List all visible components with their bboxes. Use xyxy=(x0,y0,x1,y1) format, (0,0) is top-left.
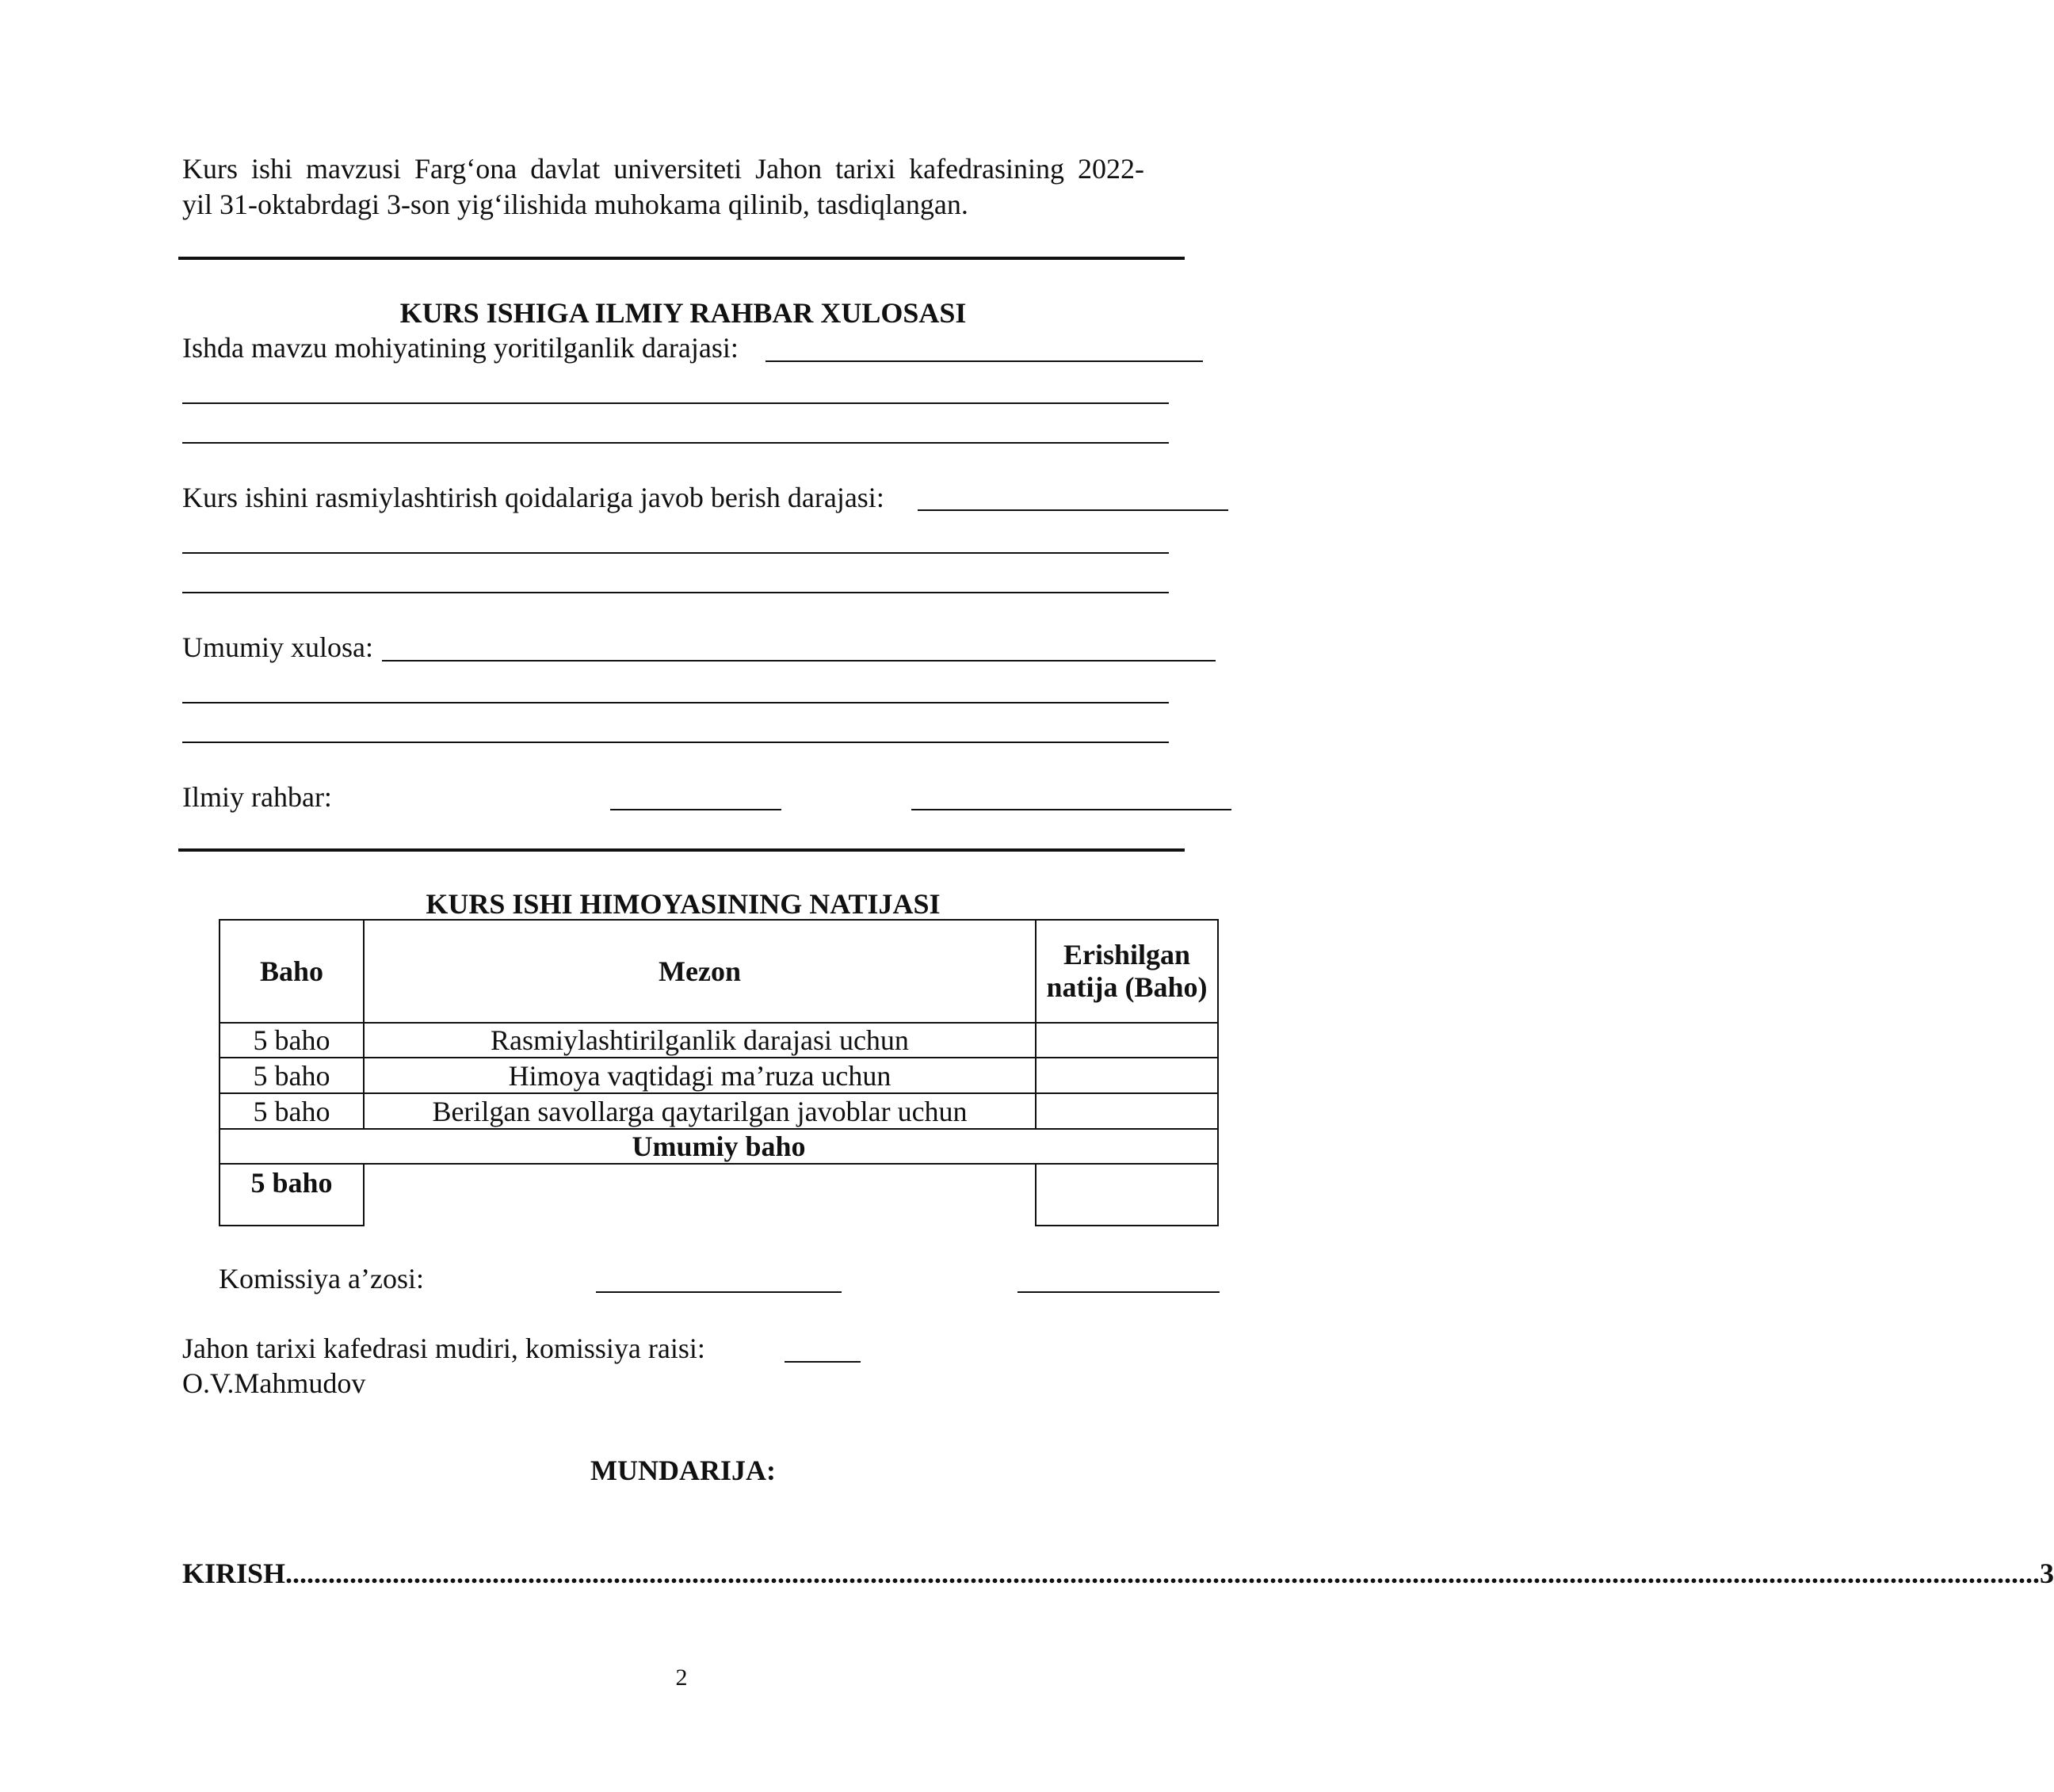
row-grade: 5 baho xyxy=(220,1023,364,1058)
intro-line-2: yil 31-oktabrdagi 3-son yig‘ilishida muhokama qilinib, tasdiqlangan. xyxy=(182,189,968,220)
defense-results-table xyxy=(219,919,1219,1226)
name-line xyxy=(1017,1291,1220,1293)
answer-line xyxy=(182,592,1169,593)
toc-title: MUNDARIJA: xyxy=(590,1455,776,1486)
row-criterion: Rasmiylashtirilganlik darajasi uchun xyxy=(364,1023,1036,1058)
total-label-row xyxy=(220,1129,1218,1164)
header-grade: Baho xyxy=(220,920,364,1023)
review-title: KURS ISHIGA ILMIY RAHBAR XULOSASI xyxy=(399,297,967,329)
commission-label: Komissiya a’zosi: xyxy=(219,1263,424,1294)
department-head-name: O.V.Mahmudov xyxy=(182,1367,366,1399)
review-question-conclusion: Umumiy xulosa: xyxy=(182,631,373,663)
answer-line xyxy=(182,702,1169,703)
supervisor-label: Ilmiy rahbar: xyxy=(182,781,332,813)
total-result-cell xyxy=(1036,1164,1218,1226)
row-result-cell xyxy=(1036,1093,1218,1129)
toc-item-label: KIRISH xyxy=(182,1558,286,1589)
answer-line xyxy=(182,442,1169,444)
answer-line xyxy=(182,402,1169,404)
section-divider xyxy=(178,257,1185,260)
row-result-cell xyxy=(1036,1058,1218,1093)
toc-leader-dots: ...................................................................................................................................................................................................................................................... xyxy=(285,1558,2041,1589)
toc-item-page: 3 xyxy=(2040,1558,2054,1589)
name-line xyxy=(911,809,1231,810)
table-row xyxy=(220,1023,1218,1058)
intro-line-1: Kurs ishi mavzusi Farg‘ona davlat universiteti Jahon tarixi kafedrasining 2022- xyxy=(182,153,1144,185)
section-divider xyxy=(178,848,1185,852)
total-row xyxy=(220,1164,1218,1226)
total-empty-cell xyxy=(364,1164,1036,1226)
signature-line xyxy=(785,1361,861,1363)
page-number: 2 xyxy=(675,1664,688,1691)
header-result: Erishilgan natija (Baho) xyxy=(1036,920,1218,1023)
table-header-row xyxy=(220,920,1218,1023)
review-question-coverage: Ishda mavzu mohiyatining yoritilganlik darajasi: xyxy=(182,332,739,364)
row-grade: 5 baho xyxy=(220,1093,364,1129)
department-head-label: Jahon tarixi kafedrasi mudiri, komissiya raisi: xyxy=(182,1333,705,1364)
total-grade: 5 baho xyxy=(220,1164,364,1226)
signature-line xyxy=(610,809,781,810)
answer-line xyxy=(182,742,1169,743)
total-label: Umumiy baho xyxy=(220,1129,1218,1164)
signature-line xyxy=(596,1291,842,1293)
answer-line xyxy=(382,660,1216,662)
table-row xyxy=(220,1058,1218,1093)
answer-line xyxy=(182,552,1169,554)
row-grade: 5 baho xyxy=(220,1058,364,1093)
row-criterion: Berilgan savollarga qaytarilgan javoblar uchun xyxy=(364,1093,1036,1129)
table-row xyxy=(220,1093,1218,1129)
review-question-formatting: Kurs ishini rasmiylashtirish qoidalariga javob berish darajasi: xyxy=(182,482,884,513)
answer-line xyxy=(765,360,1203,362)
answer-line xyxy=(918,509,1228,511)
toc-item[interactable] xyxy=(182,1556,2054,1592)
defense-title: KURS ISHI HIMOYASINING NATIJASI xyxy=(426,888,941,920)
row-criterion: Himoya vaqtidagi ma’ruza uchun xyxy=(364,1058,1036,1093)
header-criterion: Mezon xyxy=(364,920,1036,1023)
row-result-cell xyxy=(1036,1023,1218,1058)
